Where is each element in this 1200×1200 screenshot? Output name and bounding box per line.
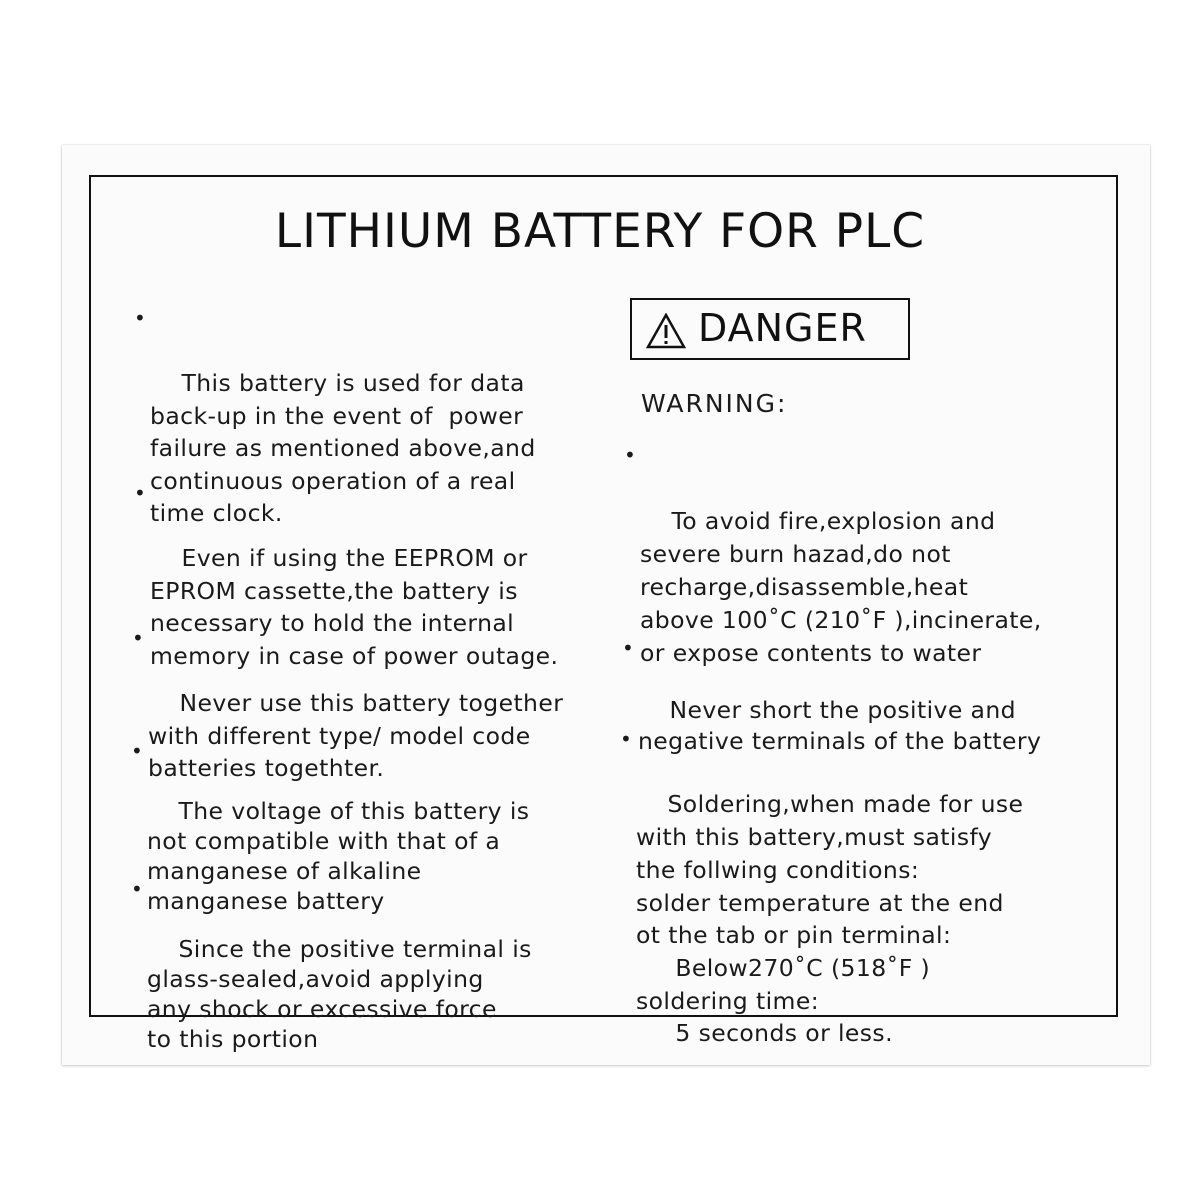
- right-item-soldering: [620, 723, 1024, 1083]
- danger-label: DANGER: [698, 306, 867, 350]
- bullet-icon: •: [132, 626, 145, 650]
- left-item-text: Even if using the EEPROM or EPROM cassette,the battery is necessary to hold the internal memory in case of power outage.: [150, 544, 559, 670]
- bullet-icon: •: [622, 636, 635, 660]
- bullet-icon: •: [624, 443, 637, 467]
- warning-triangle-icon: [646, 313, 686, 349]
- bullet-icon: •: [131, 739, 144, 763]
- warning-heading: WARNING:: [641, 389, 788, 418]
- bullet-icon: •: [620, 727, 633, 751]
- left-item-terminal: [131, 874, 532, 1084]
- left-item-text: This battery is used for data back-up in the event of power failure as mentioned above,and continuous operation of a real time clock.: [150, 369, 536, 527]
- bullet-icon: •: [134, 306, 147, 330]
- left-item-text: Since the positive terminal is glass-sealed,avoid applying any shock or excessive force to this portion: [147, 935, 532, 1053]
- right-item-text: Never short the positive and negative terminals of the battery: [638, 696, 1042, 755]
- bullet-icon: •: [134, 481, 147, 505]
- left-item-text: The voltage of this battery is not compatible with that of a manganese of alkaline manganese battery: [147, 797, 530, 915]
- right-item-text: To avoid fire,explosion and severe burn hazad,do not recharge,disassemble,heat above 100˚C (210˚F ),incinerate, or expose contents to water: [640, 507, 1042, 667]
- left-item-text: Never use this battery together with different type/ model code batteries togethter.: [148, 689, 564, 782]
- right-item-text: Soldering,when made for use with this battery,must satisfy the follwing conditions: solder temperature at the end ot the tab or pin terminal: Below270˚C (518˚F ) soldering time: 5 seconds or less.: [636, 790, 1024, 1048]
- bullet-icon: •: [131, 877, 144, 901]
- danger-box: [630, 298, 910, 360]
- label-title: LITHIUM BATTERY FOR PLC: [274, 204, 926, 259]
